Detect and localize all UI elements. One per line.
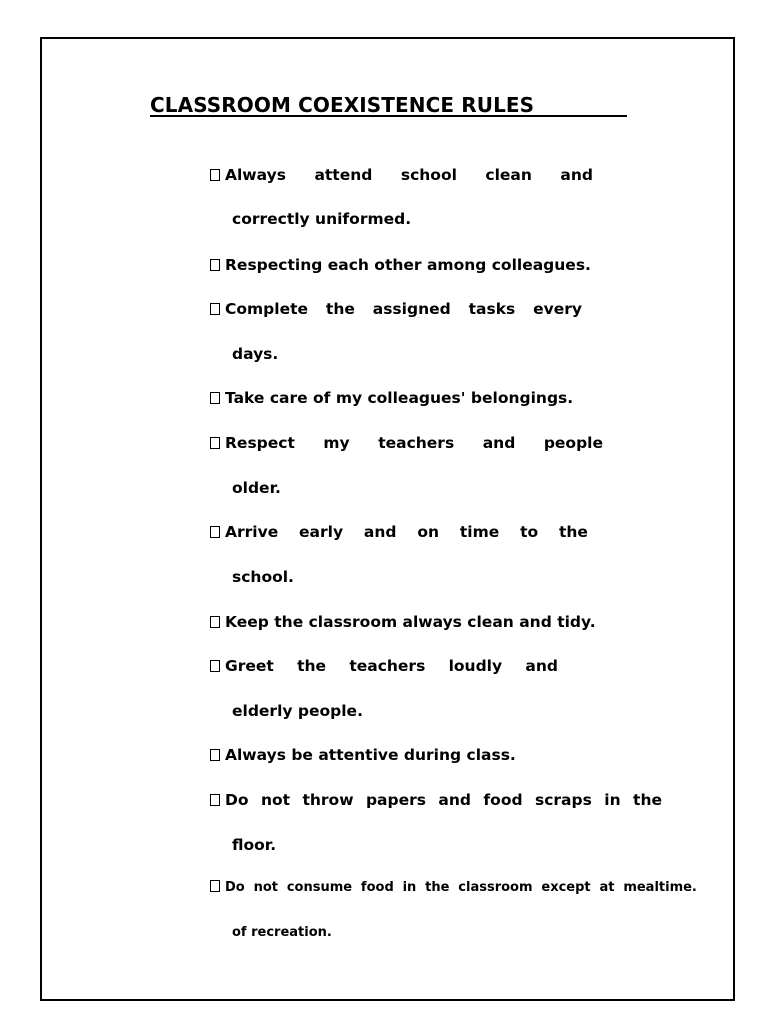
rule-word: on [417,523,440,541]
rule-word: Always [225,166,286,184]
rule-word: Respect [225,434,295,452]
rule-word: classroom [458,880,533,895]
rule-word: Do [225,880,245,895]
rule-word: early [299,523,344,541]
bullet-icon [210,526,220,538]
rule-item [210,255,591,275]
rule-text [225,790,662,810]
rule-word: to [520,523,539,541]
rule-text: Keep the classroom always clean and tidy. [225,613,596,631]
rule-word: and [525,657,558,675]
rule-text-continuation: school. [232,568,294,586]
rule-word: food [360,880,394,895]
rule-word: teachers [378,434,455,452]
rule-text: Take care of my colleagues' belongings. [225,389,574,407]
rule-word: scraps [534,791,592,809]
rule-text-continuation: older. [232,479,281,497]
rule-word: except [541,880,591,895]
rule-text-continuation: elderly people. [232,702,363,720]
rule-word: time [459,523,500,541]
rule-word: Do [225,791,249,809]
bullet-icon [210,616,220,628]
rule-text [225,165,593,185]
rule-word: the [558,523,588,541]
rule-item [210,790,662,810]
rule-word: in [402,880,417,895]
bullet-icon [210,794,220,806]
rule-text: Respecting each other among colleagues. [225,256,591,274]
rule-item [210,433,603,453]
bullet-icon [210,392,220,404]
bullet-icon [210,660,220,672]
rule-word: tasks [468,300,516,318]
rule-word: and [560,166,593,184]
rule-word: at [599,880,615,895]
bullet-icon [210,259,220,271]
rule-text [225,522,588,542]
rule-text [225,299,582,319]
rule-word: school [400,166,457,184]
rule-word: my [323,434,350,452]
rule-word: Complete [225,300,309,318]
rule-text-continuation: correctly uniformed. [232,210,412,228]
rule-word: teachers [349,657,426,675]
rule-word: not [253,880,278,895]
bullet-icon [210,880,220,892]
rule-word: papers [365,791,426,809]
rule-text [225,878,697,898]
rule-word: the [325,300,355,318]
bullet-icon [210,169,220,181]
rule-text-continuation: of recreation. [232,925,332,940]
rule-item [210,656,558,676]
rule-word: consume [286,880,353,895]
rule-item [210,745,516,765]
rule-word: and [363,523,397,541]
rule-item [210,878,697,898]
rule-word: the [633,791,662,809]
rule-text: Always be attentive during class. [225,746,516,764]
rule-word: and [438,791,471,809]
rule-word: people [543,434,603,452]
rule-word: mealtime. [623,880,697,895]
rule-word: food [483,791,523,809]
rule-word: loudly [448,657,503,675]
rule-text [225,433,603,453]
document-title: CLASSROOM COEXISTENCE RULES [150,93,535,117]
rule-word: Arrive [225,523,279,541]
rule-text-continuation: days. [232,345,279,363]
rule-word: the [297,657,327,675]
title-underline [150,115,627,117]
rule-word: throw [302,791,354,809]
rule-word: every [533,300,582,318]
rule-item [210,612,596,632]
bullet-icon [210,303,220,315]
rule-word: clean [485,166,532,184]
rule-word: not [260,791,291,809]
rule-item [210,299,582,319]
bullet-icon [210,749,220,761]
rule-text [225,656,558,676]
rule-text-continuation: floor. [232,836,277,854]
rule-word: and [482,434,516,452]
rule-word: in [604,791,621,809]
rule-item [210,165,593,185]
rule-word: attend [314,166,373,184]
rule-item [210,522,588,542]
rule-item [210,388,573,408]
bullet-icon [210,437,220,449]
rule-word: Greet [225,657,274,675]
rule-word: assigned [372,300,451,318]
rule-word: the [425,880,450,895]
